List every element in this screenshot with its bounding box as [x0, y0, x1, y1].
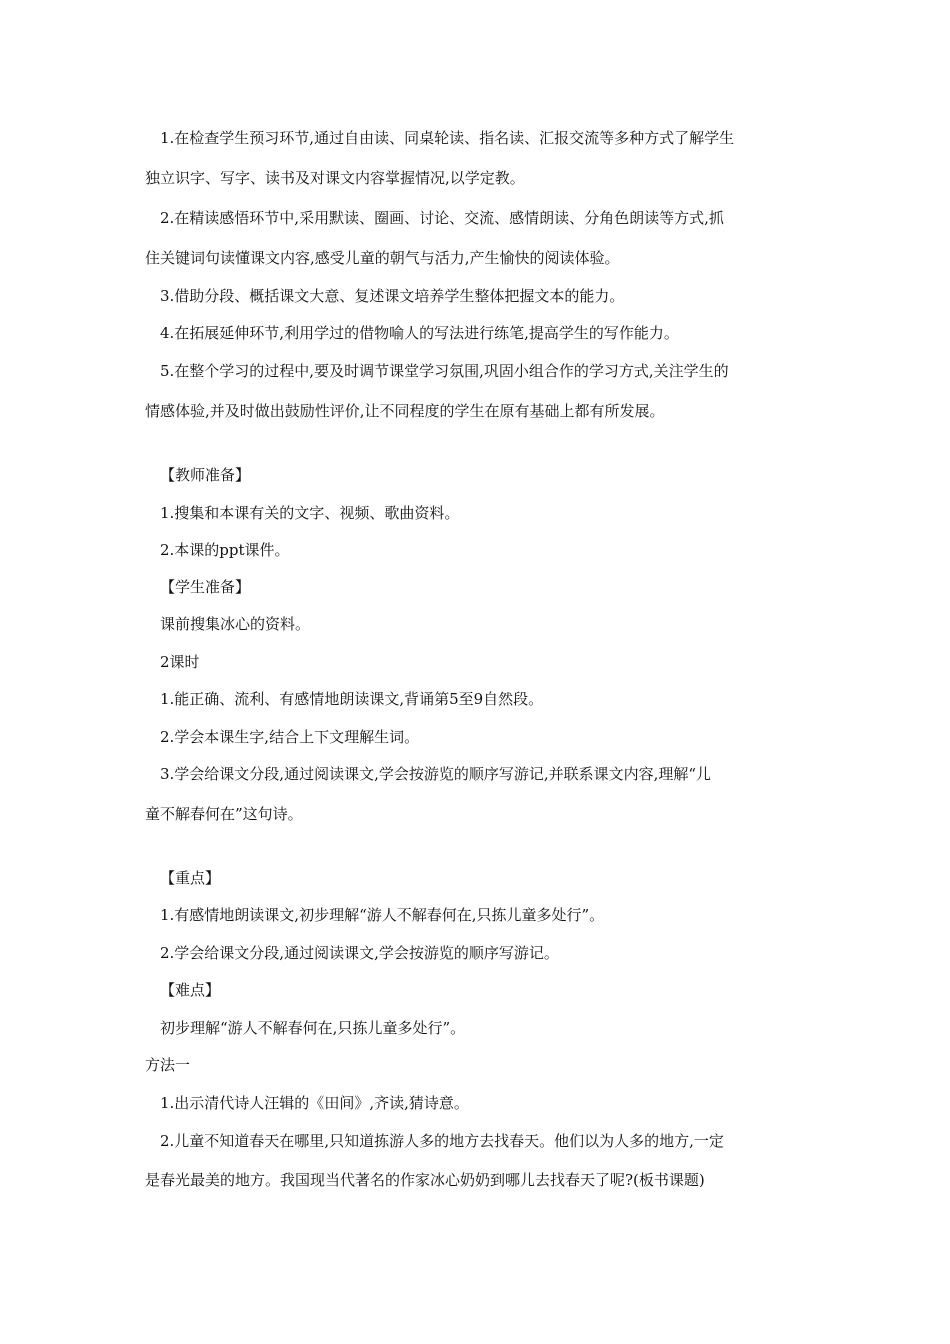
method-item-2-line-2: 是春光最美的地方。我国现当代著名的作家冰心奶奶到哪儿去找春天了呢?(板书课题): [145, 1171, 705, 1189]
student-prep-item-1: 课前搜集冰心的资料。: [160, 615, 311, 633]
objective-2: 2.学会本课生字,结合上下文理解生词。: [160, 728, 420, 746]
objective-1: 1.能正确、流利、有感情地朗读课文,背诵第5至9自然段。: [160, 690, 544, 708]
student-prep-heading: 【学生准备】: [160, 578, 251, 596]
goal-2-line-1: 2.在精读感悟环节中,采用默读、圈画、讨论、交流、感情朗读、分角色朗读等方式,抓: [160, 209, 724, 227]
key-point-1: 1.有感情地朗读课文,初步理解“游人不解春何在,只拣儿童多处行”。: [160, 906, 605, 924]
teacher-prep-item-2: 2.本课的ppt课件。: [160, 541, 290, 559]
goal-4: 4.在拓展延伸环节,利用学过的借物喻人的写法进行练笔,提高学生的写作能力。: [160, 324, 679, 342]
key-point-2: 2.学会给课文分段,通过阅读课文,学会按游览的顺序写游记。: [160, 944, 559, 962]
goal-2-line-2: 住关键词句读懂课文内容,感受儿童的朝气与活力,产生愉快的阅读体验。: [145, 249, 620, 267]
difficult-points-heading: 【难点】: [160, 981, 221, 999]
teacher-prep-heading: 【教师准备】: [160, 466, 251, 484]
goal-1-line-2: 独立识字、写字、读书及对课文内容掌握情况,以学定教。: [145, 169, 525, 187]
goal-5-line-1: 5.在整个学习的过程中,要及时调节课堂学习氛围,巩固小组合作的学习方式,关注学生的: [160, 362, 729, 380]
method-item-1: 1.出示清代诗人汪辑的《田间》,齐读,猜诗意。: [160, 1094, 469, 1112]
difficult-point-1: 初步理解“游人不解春何在,只拣儿童多处行”。: [160, 1019, 466, 1037]
method-heading: 方法一: [145, 1056, 191, 1074]
key-points-heading: 【重点】: [160, 869, 221, 887]
objective-3-line-2: 童不解春何在”这句诗。: [145, 805, 303, 823]
method-item-2-line-1: 2.儿童不知道春天在哪里,只知道拣游人多的地方去找春天。他们以为人多的地方,一定: [160, 1132, 724, 1150]
teacher-prep-item-1: 1.搜集和本课有关的文字、视频、歌曲资料。: [160, 504, 460, 522]
class-hours: 2课时: [160, 653, 200, 671]
goal-5-line-2: 情感体验,并及时做出鼓励性评价,让不同程度的学生在原有基础上都有所发展。: [145, 402, 665, 420]
objective-3-line-1: 3.学会给课文分段,通过阅读课文,学会按游览的顺序写游记,并联系课文内容,理解“儿: [160, 765, 712, 783]
goal-1-line-1: 1.在检查学生预习环节,通过自由读、同桌轮读、指名读、汇报交流等多种方式了解学生: [160, 129, 735, 147]
goal-3: 3.借助分段、概括课文大意、复述课文培养学生整体把握文本的能力。: [160, 287, 625, 305]
